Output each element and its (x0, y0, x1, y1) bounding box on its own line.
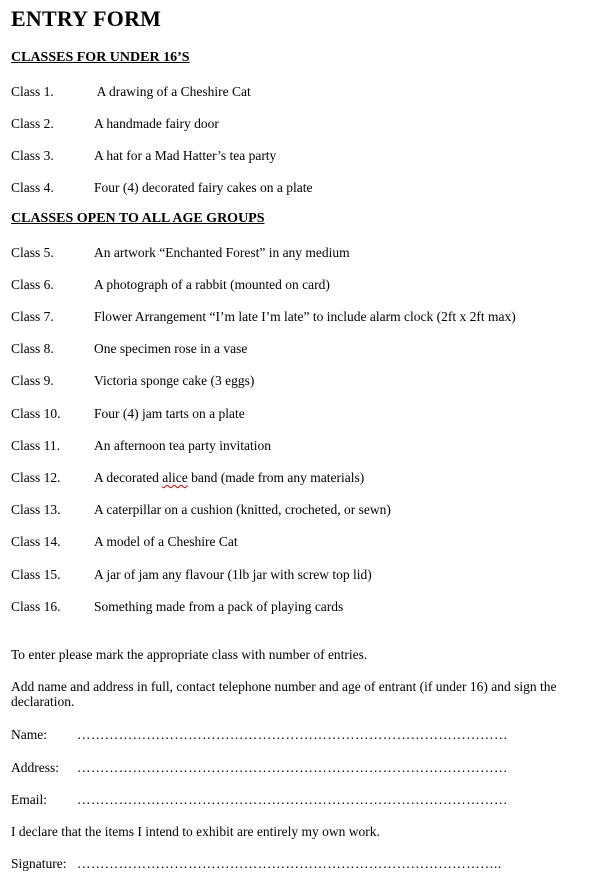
instruction-text: Add name and address in full, contact telephone number and age of entrant (if under 16) and sign the declaration. (11, 679, 557, 709)
class-number: Class 9. (11, 373, 54, 388)
class-number: Class 13. (11, 502, 61, 517)
address-label: Address: (11, 760, 59, 775)
class-description-part: A decorated (94, 470, 163, 485)
email-entry-line[interactable]: ………………………………………………………………………………… (77, 792, 508, 807)
class-description: A photograph of a rabbit (mounted on card) (94, 277, 330, 292)
class-number: Class 12. (11, 470, 61, 485)
class-description (94, 470, 364, 486)
signature-entry-line[interactable]: ……………………………………………………………………………….. (77, 856, 502, 871)
instruction-text: To enter please mark the appropriate class with number of entries. (11, 647, 368, 662)
name-label: Name: (11, 727, 47, 742)
page-title: ENTRY FORM (11, 6, 162, 31)
class-number: Class 10. (11, 406, 61, 421)
address-entry-line[interactable]: ………………………………………………………………………………… (77, 760, 508, 775)
class-number: Class 16. (11, 599, 61, 614)
class-description: Four (4) decorated fairy cakes on a plate (94, 180, 313, 195)
class-description: A hat for a Mad Hatter’s tea party (94, 148, 277, 163)
class-number: Class 1. (11, 84, 54, 99)
section-heading-all-ages: CLASSES OPEN TO ALL AGE GROUPS (11, 211, 265, 226)
class-description-part: band (made from any materials) (187, 470, 365, 485)
class-number: Class 15. (11, 567, 61, 582)
class-description: Something made from a pack of playing cards (94, 599, 344, 614)
class-number: Class 4. (11, 180, 54, 195)
declaration-text: I declare that the items I intend to exhibit are entirely my own work. (11, 824, 380, 839)
class-description: A handmade fairy door (94, 116, 219, 131)
spellcheck-flagged-word: alice (162, 470, 188, 485)
class-number: Class 8. (11, 341, 54, 356)
class-description: An artwork “Enchanted Forest” in any medium (94, 245, 350, 260)
class-number: Class 2. (11, 116, 54, 131)
class-number: Class 3. (11, 148, 54, 163)
class-description: A model of a Cheshire Cat (94, 534, 238, 549)
class-description: A drawing of a Cheshire Cat (94, 84, 251, 99)
name-entry-line[interactable]: ………………………………………………………………………………… (77, 727, 508, 742)
class-number: Class 11. (11, 438, 61, 453)
class-description: An afternoon tea party invitation (94, 438, 271, 453)
signature-label: Signature: (11, 856, 67, 871)
class-description: One specimen rose in a vase (94, 341, 248, 356)
class-description: Flower Arrangement “I’m late I’m late” to include alarm clock (2ft x 2ft max) (94, 309, 516, 324)
class-number: Class 6. (11, 277, 54, 292)
class-description: Victoria sponge cake (3 eggs) (94, 373, 255, 388)
email-label: Email: (11, 792, 47, 807)
class-number: Class 7. (11, 309, 54, 324)
section-heading-under16: CLASSES FOR UNDER 16’S (11, 50, 190, 65)
class-number: Class 14. (11, 534, 61, 549)
class-description: Four (4) jam tarts on a plate (94, 406, 245, 421)
class-number: Class 5. (11, 245, 54, 260)
class-description: A jar of jam any flavour (1lb jar with screw top lid) (94, 567, 372, 582)
class-description: A caterpillar on a cushion (knitted, crocheted, or sewn) (94, 502, 391, 517)
